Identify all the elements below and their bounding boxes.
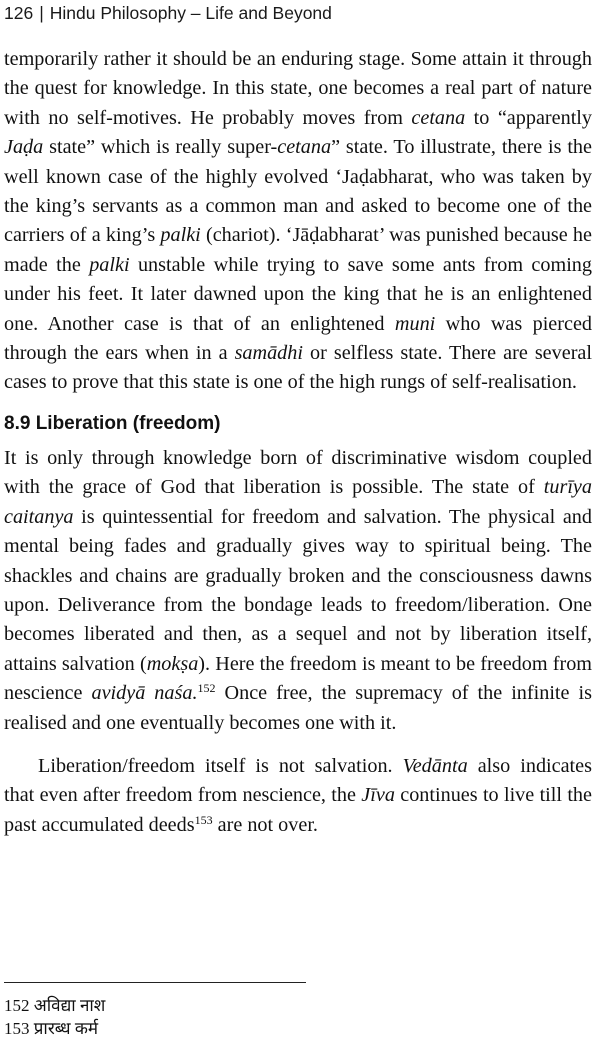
italic-term: turīya caitanya	[4, 476, 592, 528]
footnote-divider	[4, 982, 306, 983]
text-run: who was pierced through the ears when in a	[4, 312, 592, 365]
section-heading: 8.9 Liberation (freedom)	[4, 412, 221, 434]
page-number: 126	[4, 3, 34, 23]
italic-term: Jīva	[361, 784, 395, 807]
italic-term: cetana	[411, 106, 466, 129]
italic-term: cetana	[277, 136, 332, 159]
header-separator: |	[39, 3, 44, 23]
text-run: It is only through knowledge born of discriminative wisdom coupled with the grace of God that liberation is possible. The state of	[4, 446, 592, 499]
paragraph-2	[4, 444, 592, 738]
text-run: to “apparently	[465, 106, 593, 129]
text-run: ). Here the freedom is meant to be freedom from nescience	[4, 652, 593, 705]
text-run: ” state. To illustrate, there is the well known case of the highly evolved ‘Jaḍabharat, who was taken by the king’s servants as a common man and asked to become one of the carriers of a king’s	[4, 136, 592, 247]
italic-term: Jaḍa	[4, 136, 44, 159]
italic-term: avidyā naśa.	[91, 682, 198, 705]
italic-term: Vedānta	[402, 754, 468, 777]
text-run: Liberation/freedom itself is not salvation.	[38, 754, 403, 777]
italic-term: samādhi	[234, 342, 303, 365]
footnote-152: 152 अविद्या नाश	[4, 996, 106, 1015]
footnote-153: 153 प्रारब्ध कर्म	[4, 1019, 99, 1038]
footnote-reference: 153	[194, 812, 213, 827]
text-run: continues to live till the past accumulated deeds	[4, 784, 592, 836]
text-run: or selfless state. There are several cases to prove that this state is one of the high rungs of self-realisation.	[4, 342, 592, 394]
body-text	[4, 45, 592, 840]
text-run: unstable while trying to save some ants from coming under his feet. It later dawned upon the king that he is an enlightened one. Another case is that of an enlightened	[4, 253, 592, 335]
text-run: (chariot). ‘Jāḍabharat’ was punished because he made the	[4, 224, 592, 276]
italic-term: palki	[89, 253, 130, 276]
italic-term: muni	[394, 312, 436, 335]
text-run: are not over.	[212, 813, 318, 836]
text-run: temporarily rather it should be an enduring stage. Some attain it through the quest for knowledge. In this state, one becomes a real part of nature with no self-motives. He probably moves from	[4, 48, 592, 129]
text-run: is quintessential for freedom and salvation. The physical and mental being fades and gradually gives way to spiritual being. The shackles and chains are gradually broken and the consciousness dawns upon. Deliverance from the bondage leads to freedom/liberation. One becomes liberated and then, as a sequel and not by liberation itself, attains salvation (	[4, 505, 592, 675]
text-run: state” which is really super-	[43, 136, 278, 159]
footnote-reference: 152	[197, 681, 216, 696]
footnotes	[4, 994, 105, 1040]
book-title: Hindu Philosophy – Life and Beyond	[49, 3, 332, 23]
italic-term: mokṣa	[146, 652, 199, 675]
text-run: Once free, the supremacy of the infinite is realised and one eventually becomes one with it.	[4, 682, 592, 734]
text-run: also indicates that even after freedom from nescience, the	[4, 754, 592, 807]
paragraph-3	[4, 752, 592, 840]
italic-term: palki	[160, 224, 201, 247]
paragraph-1	[4, 45, 592, 398]
running-header	[4, 2, 332, 24]
